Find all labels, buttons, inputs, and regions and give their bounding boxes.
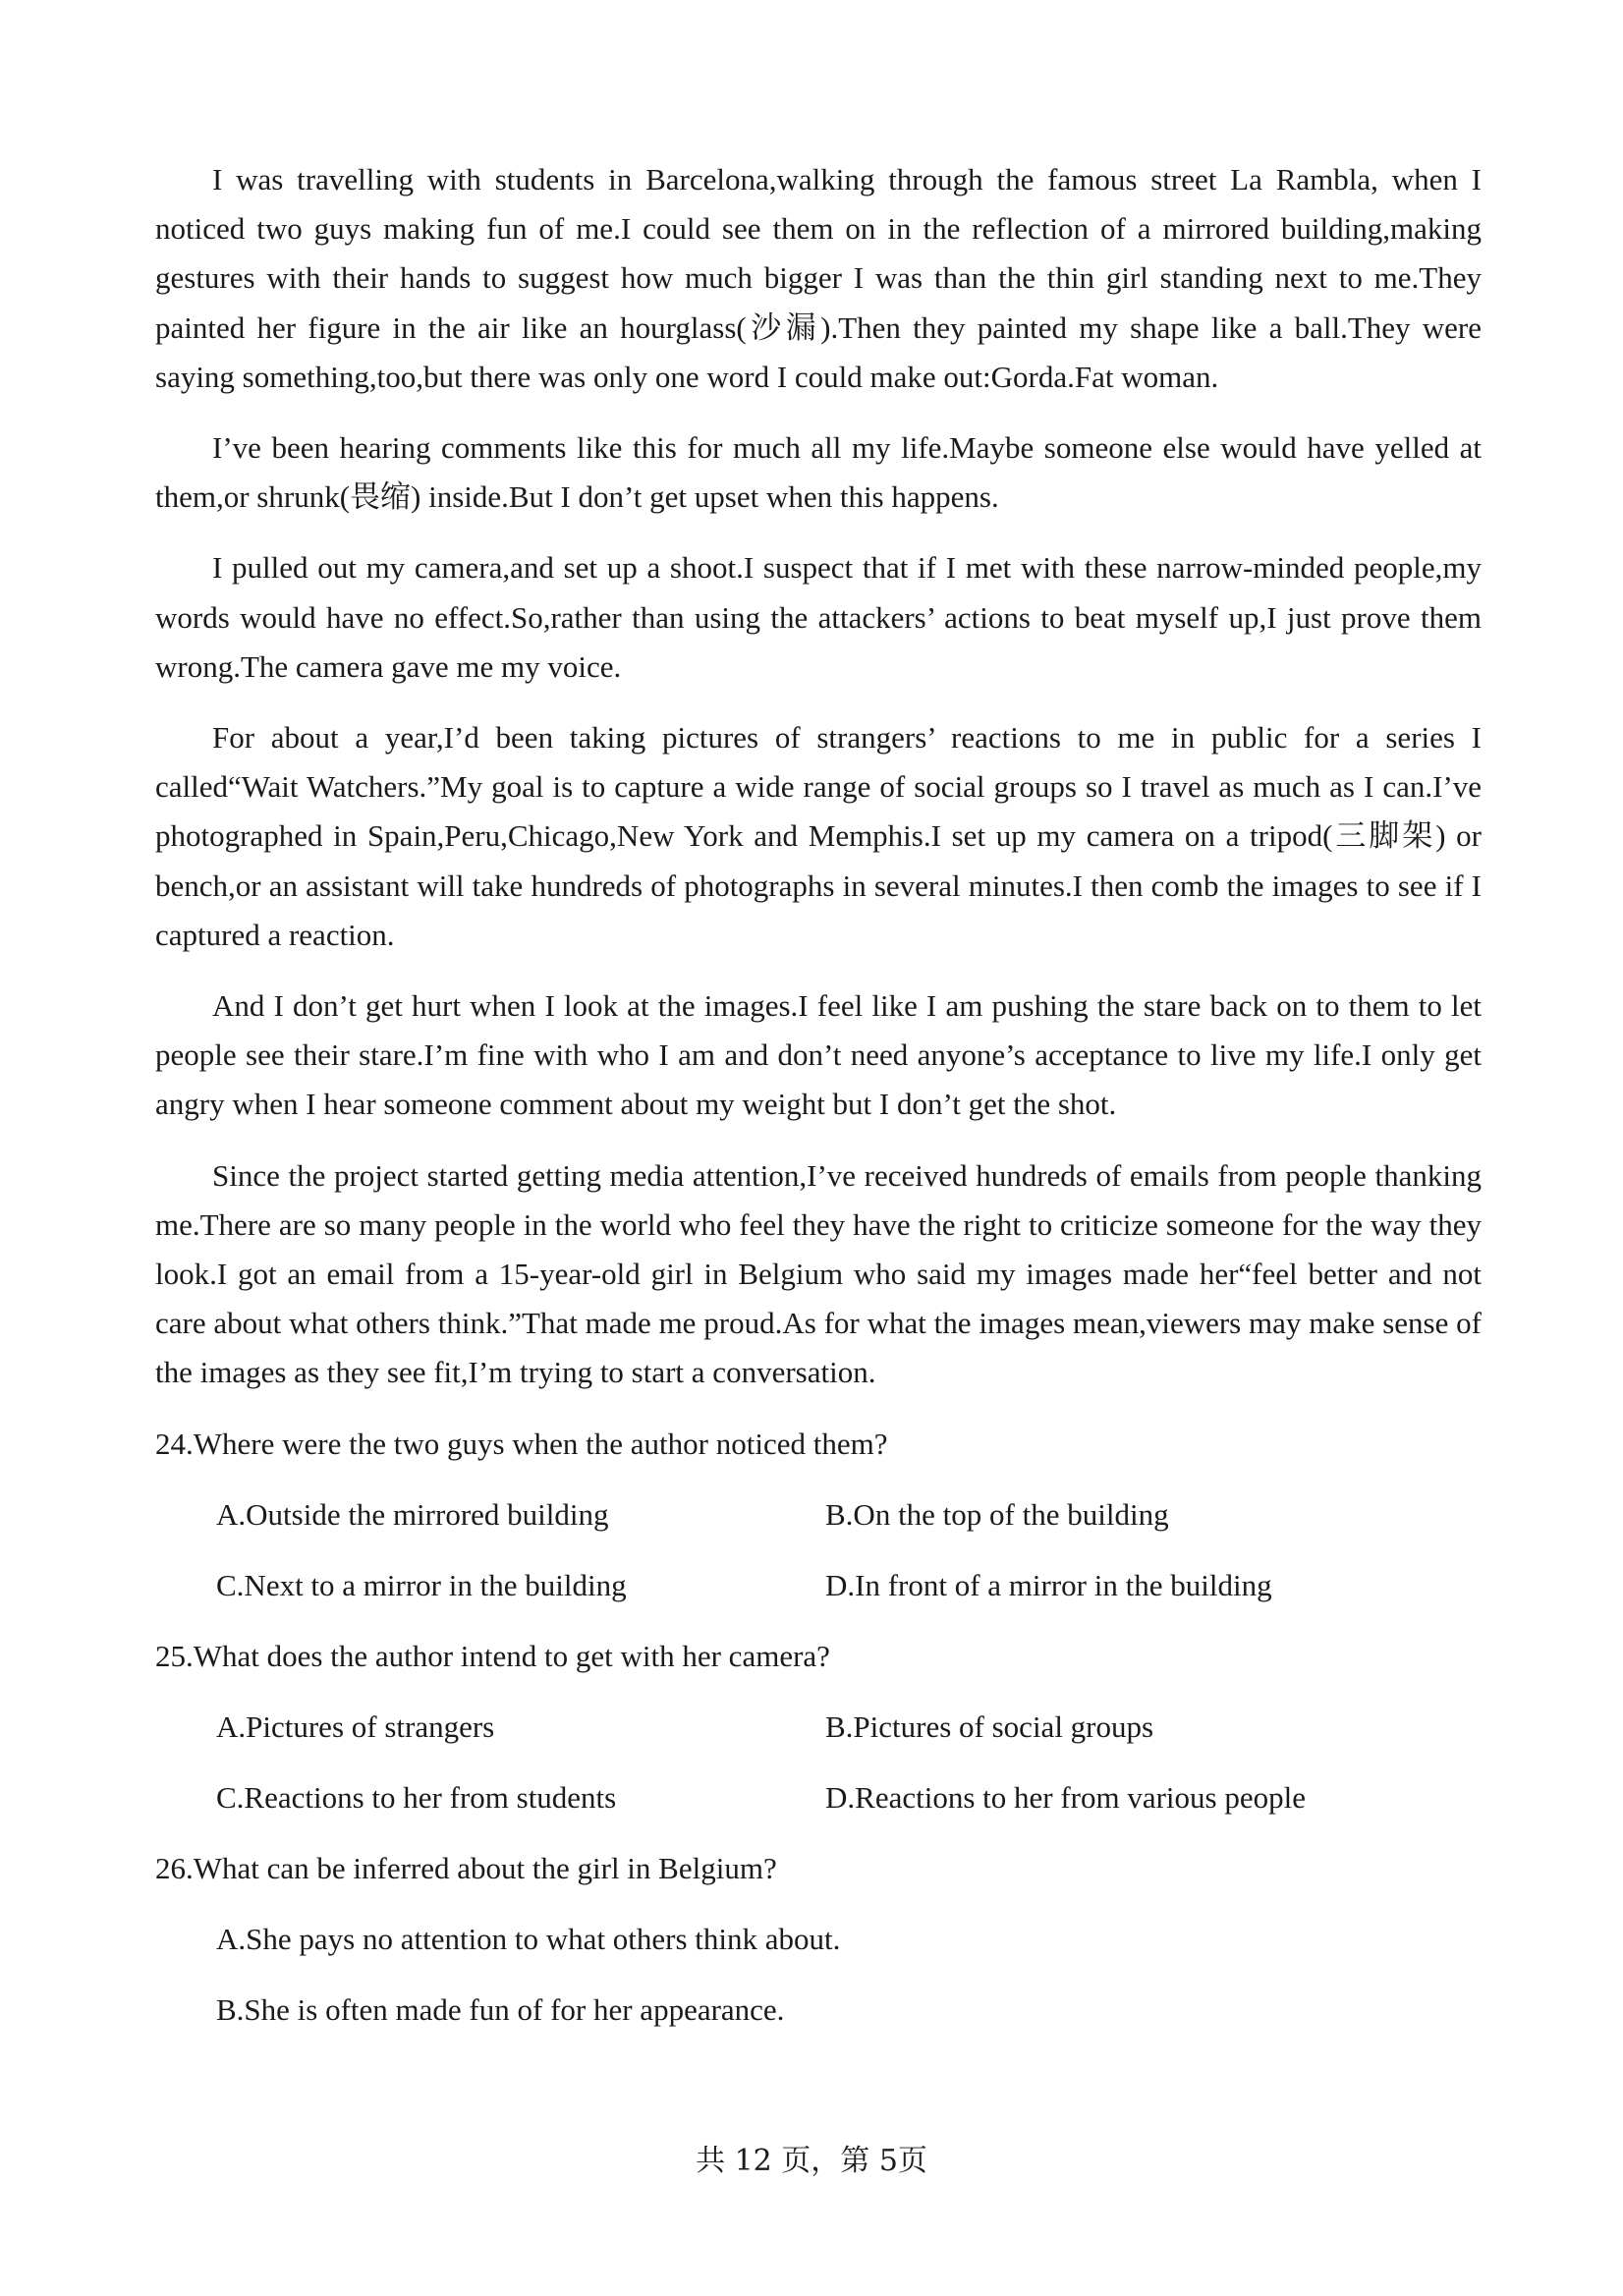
answer-options — [155, 1490, 1482, 1610]
passage-paragraph-2: I’ve been hearing comments like this for much all my life.Maybe someone else would have yelled at them,or shrunk(畏缩) inside.But I don’t get upset when this happens. — [155, 430, 1482, 515]
option-a: A.She pays no attention to what others think about. — [216, 1921, 841, 1956]
option-a: A.Pictures of strangers — [216, 1708, 495, 1744]
question-25 — [155, 1632, 1482, 1822]
reading-passage — [155, 155, 1482, 1398]
question-24 — [155, 1420, 1482, 1610]
option-d: D.Reactions to her from various people — [825, 1779, 1306, 1815]
question-stem: 24.Where were the two guys when the author noticed them? — [155, 1426, 888, 1461]
option-a: A.Outside the mirrored building — [216, 1496, 609, 1532]
option-b: B.On the top of the building — [825, 1496, 1169, 1532]
passage-paragraph-5: And I don’t get hurt when I look at the images.I feel like I am pushing the stare back on to them to let people see their stare.I’m fine with who I am and don’t need anyone’s acceptance to live my life.I only get angry when I hear someone comment about my weight but I don’t get the shot. — [155, 988, 1482, 1122]
passage-paragraph-1: I was travelling with students in Barcelona,walking through the famous street La Rambla, when I noticed two guys making fun of me.I could see them on in the reflection of a mirrored building,making gestures with their hands to suggest how much bigger I was than the thin girl standing next to me.They painted her figure in the air like an hourglass(沙漏).Then they painted my shape like a ball.They were saying something,too,but there was only one word I could make out:Gorda.Fat woman. — [155, 162, 1482, 394]
question-stem: 26.What can be inferred about the girl in Belgium? — [155, 1850, 777, 1885]
question-stem: 25.What does the author intend to get with her camera? — [155, 1638, 830, 1673]
question-26 — [155, 1844, 1482, 2035]
option-b: B.She is often made fun of for her appearance. — [216, 1991, 785, 2027]
option-c: C.Reactions to her from students — [216, 1779, 617, 1815]
option-d: D.In front of a mirror in the building — [825, 1567, 1272, 1602]
exam-page — [155, 155, 1482, 2056]
answer-options — [155, 1915, 1482, 2035]
passage-paragraph-3: I pulled out my camera,and set up a shoot.I suspect that if I met with these narrow-minded people,my words would have no effect.So,rather than using the attackers’ actions to beat myself up,I just prove them wrong.The camera gave me my voice. — [155, 550, 1482, 684]
answer-options — [155, 1703, 1482, 1822]
page-footer: 共 12 页，第 5页 — [696, 2144, 927, 2178]
passage-paragraph-4: For about a year,I’d been taking pictures of strangers’ reactions to me in public for a series I called“Wait Watchers.”My goal is to capture a wide range of social groups so I travel as much as I can.I’ve photographed in Spain,Peru,Chicago,New York and Memphis.I set up my camera on a tripod(三脚架) or bench,or an assistant will take hundreds of photographs in several minutes.I then comb the images to see if I captured a reaction. — [155, 720, 1482, 952]
option-b: B.Pictures of social groups — [825, 1708, 1154, 1744]
option-c: C.Next to a mirror in the building — [216, 1567, 627, 1602]
passage-paragraph-6: Since the project started getting media attention,I’ve received hundreds of emails from people thanking me.There are so many people in the world who feel they have the right to criticize someone for the way they look.I got an email from a 15-year-old girl in Belgium who said my images made her“feel better and not care about what others think.”That made me proud.As for what the images mean,viewers may make sense of the images as they see fit,I’m trying to start a conversation. — [155, 1157, 1482, 1390]
